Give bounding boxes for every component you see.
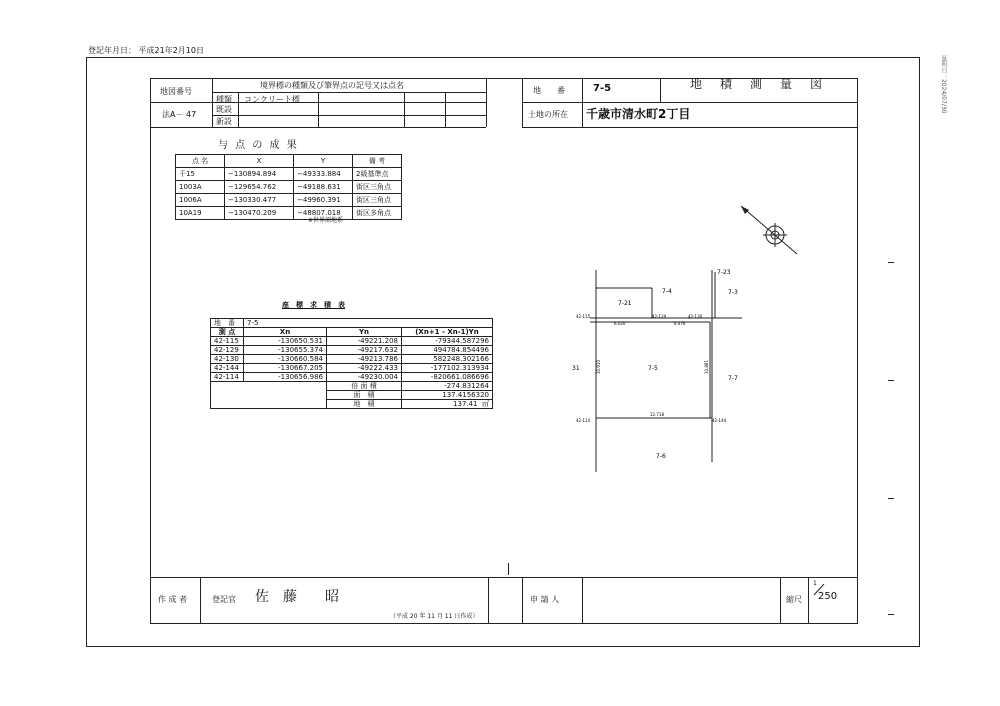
cp-header-note: 備 考: [353, 155, 402, 168]
point-42-114: 42-114: [576, 418, 591, 423]
boundary-label: 境界標の種類及び筆界点の記号又は点名: [260, 81, 404, 90]
scale-denominator: 250: [818, 591, 838, 602]
control-points-table: [175, 154, 402, 220]
point-42-130: 42-130: [688, 314, 703, 319]
table-row: 42-129 -130655.374 -49217.632 494784.854496: [211, 346, 493, 355]
distance-6476: 6.476: [674, 321, 686, 326]
table-row: 42-115 -130650.531 -49221.208 -79344.587296: [211, 337, 493, 346]
area-calc-title: 座 標 求 積 表: [282, 301, 345, 309]
distance-10881: 10.881: [704, 360, 709, 374]
lot-label: 地 番: [533, 86, 565, 95]
table-row: 42-130 -130660.584 -49213.786 582248.302166: [211, 355, 493, 364]
table-row: 42-144 -130667.205 -49222.433 -177102.313934: [211, 364, 493, 373]
scale-numerator: 1: [813, 580, 817, 587]
point-42-115: 42-115: [576, 314, 591, 319]
area-label: 面 積: [327, 391, 402, 400]
point-42-144: 42-144: [712, 418, 727, 423]
table-row: 1006A −130330.477 −49960.391 街区三角点: [176, 194, 402, 207]
map-number-value: 法A－ 47: [162, 110, 197, 119]
land-area-cell: [402, 400, 493, 409]
scale-label: 縮尺: [786, 595, 802, 604]
area-value: 137.4156320: [402, 391, 493, 400]
survey-plan-drawing: [560, 262, 760, 482]
registration-date: 登記年月日： 平成21年2月10日: [88, 46, 204, 55]
area-calc-table: 地 番 7-5 測 点 Xn Yn (Xn+1 - Xn-1)Yn 42-115 -130650.531 -49221.208 -79344.587296 42-129 -130655.374 -49217.632 494784.854496 42-130 -130660.584 -49213.786 582248.302166 42-144 -130667.205 -49222.433 -177102.313934 42-114 -130656.986 -49230.004 -820661.086696 倍 面 積 -274.831264 面 積 137.4156320 地 積 137.41 ㎡: [210, 318, 493, 409]
lot-value: 7-5: [593, 83, 612, 94]
page-title: 地 積 測 量 図: [690, 77, 826, 91]
point-42-129: 42-129: [652, 314, 667, 319]
created-note: （平成 20 年 11 月 11 日作成）: [390, 613, 479, 620]
registrar-label: 登記官: [212, 595, 236, 604]
author-label: 作 成 者: [158, 595, 188, 604]
distance-6020: 6.020: [614, 321, 626, 326]
lot-label-7-23: 7-23: [717, 269, 731, 276]
kind-value: コンクリート標: [244, 95, 300, 104]
geodetic-note: ※世界測地系: [308, 217, 344, 224]
applicant-label: 申 請 人: [530, 595, 560, 604]
lot-label-7-3: 7-3: [728, 289, 738, 296]
location-value: 千歳市清水町2丁目: [586, 107, 691, 121]
distance-10910: 10.910: [596, 360, 601, 374]
table-row: 42-114 -130656.986 -49230.004 -820661.086696: [211, 373, 493, 382]
table-row: 10A19 −130470.209 −48807.018 街区多角点: [176, 207, 402, 220]
certification-stamp: 証明日：2024/07/30: [940, 55, 947, 114]
existing-label: 既設: [216, 105, 232, 114]
distance-12718: 12.718: [650, 412, 664, 417]
land-area-value: 137.41: [453, 399, 478, 408]
lot-label-31: 31: [572, 365, 580, 372]
table-row: 1003A −129654.762 −49188.631 街区三角点: [176, 181, 402, 194]
registrar-name: 佐 藤 昭: [255, 589, 339, 605]
new-label: 新設: [216, 117, 232, 126]
double-area-value: -274.831264: [402, 382, 493, 391]
table-row: 千15 −130894.894 −49333.884 2級基準点: [176, 168, 402, 181]
kind-label: 種類: [216, 95, 232, 104]
control-points-title: 与 点 の 成 果: [218, 140, 299, 151]
location-label: 土地の所在: [528, 110, 568, 119]
lot-label-7-7: 7-7: [728, 375, 738, 382]
map-number-label: 地図番号: [160, 87, 192, 96]
land-area-unit: ㎡: [482, 399, 489, 408]
cp-header-name: 点 名: [176, 155, 225, 168]
lot-label-7-5: 7-5: [648, 365, 658, 372]
ac-lot-value: 7-5: [244, 319, 493, 328]
lot-label-7-6: 7-6: [656, 453, 666, 460]
lot-label-7-21: 7-21: [618, 300, 632, 307]
cp-header-x: X: [225, 155, 294, 168]
north-arrow-icon: [735, 200, 805, 260]
ac-lot-label: 地 番: [211, 319, 244, 328]
cp-header-y: Y: [294, 155, 353, 168]
land-area-label: 地 積: [327, 400, 402, 409]
double-area-label: 倍 面 積: [327, 382, 402, 391]
lot-label-7-4: 7-4: [662, 288, 672, 295]
